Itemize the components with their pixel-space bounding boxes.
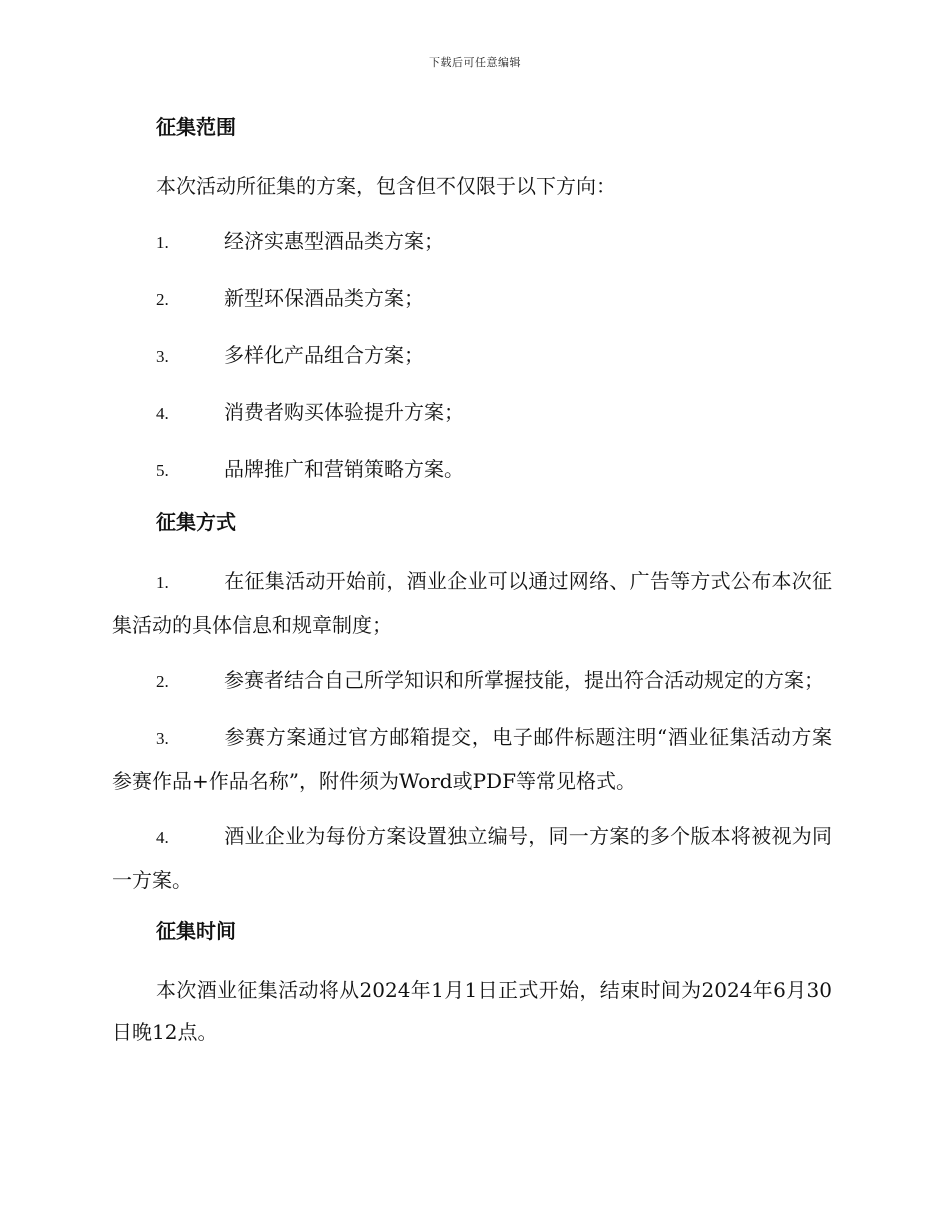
page-header-note: 下载后可任意编辑	[429, 56, 521, 69]
list-item-number: 4.	[156, 828, 169, 847]
list-item	[112, 716, 832, 802]
section-heading-time: 征集时间	[156, 919, 236, 943]
list-item-text: 参赛者结合自己所学知识和所掌握技能，提出符合活动规定的方案；	[224, 668, 824, 692]
list-item	[112, 815, 832, 901]
time-paragraph: 本次酒业征集活动将从2024年1月1日正式开始，结束时间为2024年6月30日晚12点。	[112, 978, 832, 1044]
list-item-number: 1.	[156, 233, 169, 252]
list-item	[112, 659, 832, 703]
list-item-text: 酒业企业为每份方案设置独立编号，同一方案的多个版本将被视为同一方案。	[112, 824, 832, 892]
list-item-text: 经济实惠型酒品类方案；	[224, 229, 444, 253]
list-item	[112, 391, 832, 435]
list-item-number: 2.	[156, 290, 169, 309]
scope-intro: 本次活动所征集的方案，包含但不仅限于以下方向：	[156, 174, 616, 198]
list-item-text: 新型环保酒品类方案；	[224, 286, 424, 310]
section-heading-scope: 征集范围	[156, 115, 236, 139]
list-item	[112, 277, 832, 321]
section-heading-method: 征集方式	[156, 510, 236, 534]
list-item	[112, 560, 832, 646]
list-item	[112, 448, 832, 492]
document-body	[112, 110, 832, 1053]
list-item-number: 1.	[156, 573, 169, 592]
list-item-number: 5.	[156, 461, 169, 480]
list-item-number: 3.	[156, 729, 169, 748]
list-item	[112, 334, 832, 378]
list-item-number: 2.	[156, 672, 169, 691]
list-item-text: 多样化产品组合方案；	[224, 343, 424, 367]
list-item-text: 参赛方案通过官方邮箱提交，电子邮件标题注明“酒业征集活动方案参赛作品+作品名称”，附件须为Word或PDF等常见格式。	[112, 725, 832, 793]
list-item	[112, 220, 832, 264]
list-item-text: 消费者购买体验提升方案；	[224, 400, 464, 424]
list-item-text: 品牌推广和营销策略方案。	[224, 457, 464, 481]
list-item-number: 3.	[156, 347, 169, 366]
list-item-number: 4.	[156, 404, 169, 423]
list-item-text: 在征集活动开始前，酒业企业可以通过网络、广告等方式公布本次征集活动的具体信息和规章制度；	[112, 569, 832, 637]
